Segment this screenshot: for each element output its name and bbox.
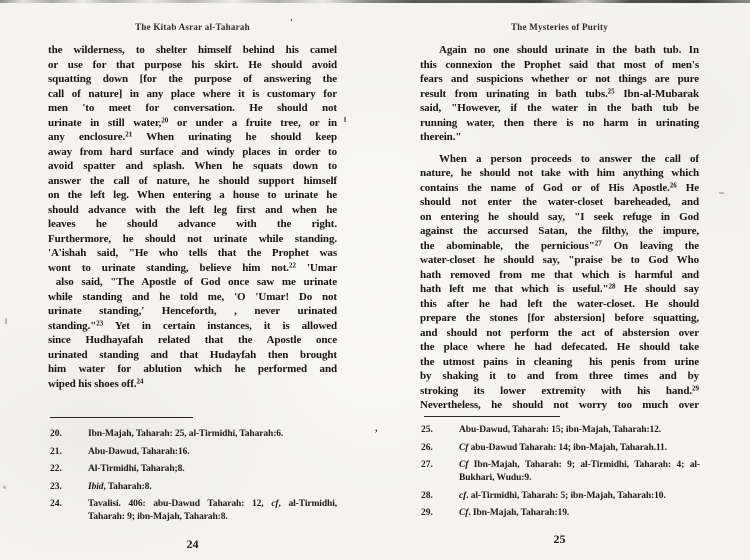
text-line: running water, then there is no harm in urinating: [420, 116, 699, 129]
text-line: him water for ablution which he performed and: [48, 363, 337, 375]
text-line: or use for that purpose his skirt. He should avoid: [48, 58, 337, 71]
page-left: [48, 12, 337, 391]
footnote-number: 22.: [50, 464, 62, 474]
text-line: urinate standing,' Henceforth, , never urinated: [48, 305, 337, 317]
text-line: any enclosure.$^{21}$ When urinating he should keep: [48, 130, 338, 143]
text-line: hath left me that which is useful."$^{28}$ He should say: [420, 282, 699, 295]
footnote-rule-left: [50, 417, 193, 418]
text-line: answer the call of nature, he should support himself: [48, 174, 337, 187]
paragraph: [48, 43, 337, 391]
text-line: since Hudhayafah related that the Apostle once: [48, 334, 337, 346]
text-line: stroking its lower extremity with his hand.$^{29}$: [420, 384, 699, 397]
text-line: also said, "The Apostle of God once saw me urinate: [48, 276, 338, 288]
footnote-text: Ibid, Taharah:8.: [88, 481, 152, 492]
text-line: wiped his shoes off.$^{24}$: [48, 377, 144, 390]
text-line: Furthermore, he should not urinate while standing.: [48, 232, 337, 245]
footnote-text: Cf Ibn-Majah, Taharah: 9; al-Tirmidhi, Taharah: 4; al-Bukhari, Wudu:9.: [459, 460, 700, 483]
text-line: urinate in still water,$^{20}$ or under a fruite tree, or in: [48, 116, 337, 129]
footnote-text: Cf. Ibn-Majah, Taharah:19.: [459, 508, 570, 518]
text-line: against the accursed Satan, the filthy, the impure,: [420, 225, 699, 237]
running-head-right: The Mysteries of Purity: [511, 22, 608, 32]
footnote-number: 28.: [421, 490, 433, 501]
scan-edge-artifact: [0, 0, 750, 3]
text-line: standing."$^{23}$ Yet in certain instances, it is allowed: [48, 319, 337, 332]
footnote-list-right: [421, 424, 700, 525]
footnote-text: Cf abu-Dawud Taharah: 14; ibn-Majah, Taharah.11.: [459, 442, 667, 453]
footnote-number: 29.: [421, 508, 433, 518]
footnote-marker: 21: [125, 130, 133, 139]
footnote-marker: 24: [136, 377, 144, 385]
page-number-left: 24: [186, 537, 199, 551]
scan-artifact-speck: [3, 486, 6, 489]
scan-artifact-tick: [344, 117, 346, 122]
footnote-list-left: [50, 428, 337, 529]
text-line: the wilderness, to shelter himself behind his camel: [48, 44, 337, 56]
footnote-item: [421, 442, 700, 455]
running-head-left: The Kitab Asrar al-Taharah: [135, 22, 250, 32]
footnote-marker: 25: [607, 87, 615, 95]
paragraph: [420, 43, 699, 145]
footnote-number: 23.: [50, 481, 62, 492]
footnote-number: 26.: [421, 442, 433, 453]
text-line: avoid spatter and splash. When he squats down to: [48, 160, 337, 172]
footnote-item: [50, 463, 337, 476]
text-line: water-closet he should say, "praise be to God Who: [420, 254, 699, 266]
footnote-marker: 29: [692, 384, 699, 392]
scan-artifact-dash: [719, 192, 724, 194]
text-line: prepare the stones [for abstersion] before squatting,: [420, 312, 699, 324]
footnote-item: [50, 446, 337, 459]
footnote-number: 24.: [50, 499, 62, 509]
text-line: the place where he had defecated. He should take: [420, 341, 699, 353]
text-line: Again no one should urinate in the bath tub. In: [439, 44, 699, 56]
text-line: on entering he should say, "I seek refuge in God: [420, 210, 699, 223]
page-number-right: 25: [553, 532, 566, 546]
footnote-number: 27.: [421, 460, 433, 470]
text-line: away from hard surface and windy places in order to: [48, 145, 337, 158]
footnote-item: [421, 490, 700, 503]
footnote-item: [50, 481, 337, 494]
paragraph: [420, 152, 699, 413]
text-line: result from urinating in bath tubs.$^{25}$ Ibn-al-Mubarak: [420, 87, 699, 100]
scan-artifact-speck: [5, 318, 7, 324]
text-line: should not enter the water-closet bareheaded, and: [420, 196, 699, 208]
text-line: contains the name of God or of His Apostle.$^{26}$ He: [420, 181, 699, 194]
body-text-left: [48, 43, 337, 391]
scan-artifact-apostrophe: ': [290, 18, 293, 29]
text-line: this connexion the Prophet said that most of men's: [420, 58, 699, 71]
footnote-marker: 22: [288, 261, 296, 269]
text-line: and should not perform the act of abstersion over: [420, 326, 699, 339]
text-line: by shaking it to and from three times and by: [420, 370, 699, 382]
footnote-marker: 27: [594, 239, 602, 247]
footnote-item: [421, 424, 700, 437]
footnote-text: Al-Tirmidhi, Taharah;8.: [88, 464, 185, 474]
text-line: while standing and he told me, 'O 'Umar! Do not: [48, 290, 337, 303]
text-line: call of nature] in any place where it is customary for: [48, 87, 337, 100]
footnote-text: Abu-Dawud, Taharah:16.: [88, 446, 190, 457]
footnote-item: [421, 507, 700, 520]
footnote-number: 21.: [50, 446, 62, 457]
text-line: 'A'ishah said, "He who tells that the Prophet was: [48, 247, 337, 259]
scan-artifact-comma: ,: [375, 423, 378, 434]
text-line: hath removed from me that which is harmful and: [420, 268, 699, 281]
text-line: wont to urinate standing, believe him not.$^{22}$ 'Umar: [48, 261, 337, 274]
text-line: on the left leg. When entering a house to urinate he: [48, 189, 337, 201]
text-line: fears and suspicions whether or not things are pure: [420, 73, 699, 85]
footnote-marker: 28: [608, 282, 616, 291]
footnote-marker: 26: [669, 181, 677, 189]
footnote-text: Abu-Dawud, Taharah: 15; ibn-Majah, Taharah:12.: [459, 425, 662, 435]
text-line: said, "However, if the water in the bath tub be: [420, 102, 699, 114]
footnote-text: cf. al-Tirmidhi, Taharah: 5; ibn-Majah, Taharah:10.: [459, 490, 666, 501]
text-line: squatting down [for the purpose of answering the: [48, 73, 337, 85]
footnote-rule-right: [424, 416, 560, 417]
footnote-marker: 23: [96, 319, 104, 327]
footnote-marker: 20: [161, 116, 169, 124]
text-line: When a person proceeds to answer the call of: [439, 152, 699, 165]
text-line: therein.": [420, 131, 462, 143]
page-right: [420, 12, 699, 413]
footnote-item: [50, 428, 337, 441]
text-line: urinated standing and that Hudayfah then brought: [48, 348, 337, 361]
text-line: nature, he should not take with him anything which: [420, 167, 699, 179]
footnote-number: 25.: [421, 425, 433, 435]
footnote-text: Ibn-Majah, Taharah: 25, al-Tirmidhi, Taharah:6.: [88, 429, 284, 439]
footnote-text: Tavalisi. 406: abu-Dawud Taharah: 12, cf, al-Tirmidhi, Taharah: 9; ibn-Majah, Taharah:8.: [88, 499, 338, 522]
text-line: this after he had left the water-closet. He should: [420, 297, 699, 310]
body-text-right: [420, 43, 699, 413]
text-line: the abominable, the pernicious"$^{27}$ On leaving the: [420, 239, 699, 252]
text-line: leaves he should advance with the right.: [48, 218, 337, 230]
footnote-item: [421, 459, 700, 485]
text-line: Nevertheless, he should not worry too much over: [420, 399, 699, 411]
text-line: men 'to meet for conversation. He should not: [48, 102, 337, 114]
text-line: the utmost pains in cleaning his penis from urine: [420, 355, 699, 368]
text-line: should advance with the left leg first and when he: [48, 203, 337, 216]
footnote-item: [50, 498, 337, 524]
footnote-number: 20.: [50, 429, 62, 439]
